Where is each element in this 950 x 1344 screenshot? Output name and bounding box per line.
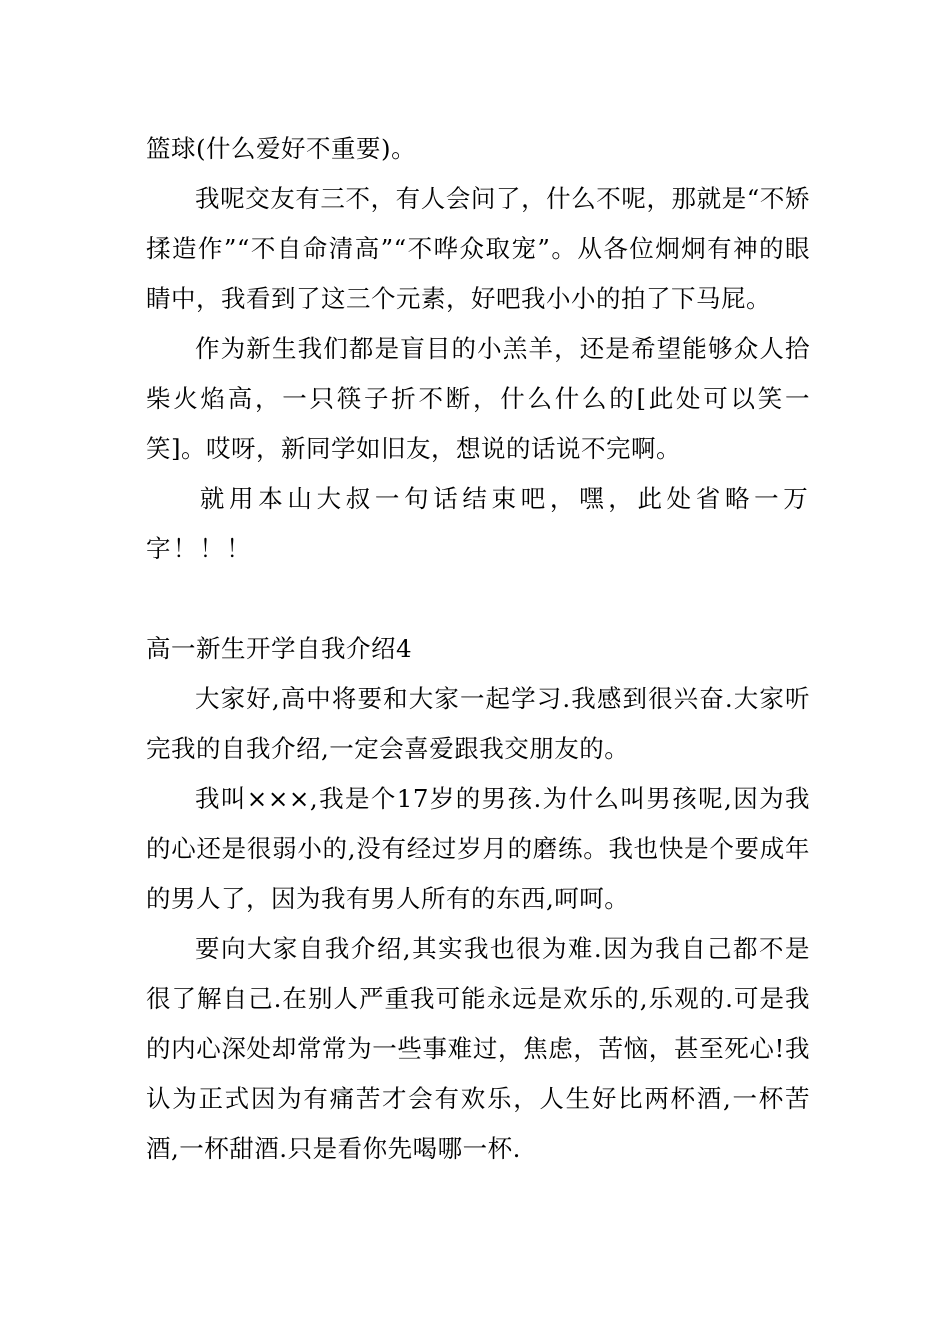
document-body [146,124,810,1174]
paragraph-greeting: 大家好,高中将要和大家一起学习.我感到很兴奋.大家听完我的自我介绍,一定会喜爱跟我交朋友的。 [146,684,810,763]
section-heading: 高一新生开学自我介绍4 [146,634,413,663]
section-spacer [146,574,810,624]
paragraph-name-age: 我叫×××,我是个17岁的男孩.为什么叫男孩呢,因为我的心还是很弱小的,没有经过岁月的磨练。我也快是个要成年的男人了，因为我有男人所有的东西,呵呵。 [146,784,810,913]
paragraph-friendship-rules: 我呢交友有三不，有人会问了，什么不呢，那就是“不矫揉造作”“不自命清高”“不哗众取宠”。从各位炯炯有神的眼睛中，我看到了这三个元素，好吧我小小的拍了下马屁。 [146,184,810,313]
paragraph-continuation: 篮球(什么爱好不重要)。 [146,134,417,163]
paragraph-new-students: 作为新生我们都是盲目的小羔羊，还是希望能够众人拾柴火焰高，一只筷子折不断，什么什么的[此处可以笑一笑]。哎呀，新同学如旧友，想说的话说不完啊。 [146,334,810,463]
paragraph-closing: 就用本山大叔一句话结束吧，嘿，此处省略一万字！！！ [146,484,810,563]
paragraph-self-reflection: 要向大家自我介绍,其实我也很为难.因为我自己都不是很了解自己.在别人严重我可能永远是欢乐的,乐观的.可是我的内心深处却常常为一些事难过，焦虑，苦恼，甚至死心!我认为正式因为有痛苦才会有欢乐，人生好比两杯酒,一杯苦酒,一杯甜酒.只是看你先喝哪一杯. [146,934,810,1163]
